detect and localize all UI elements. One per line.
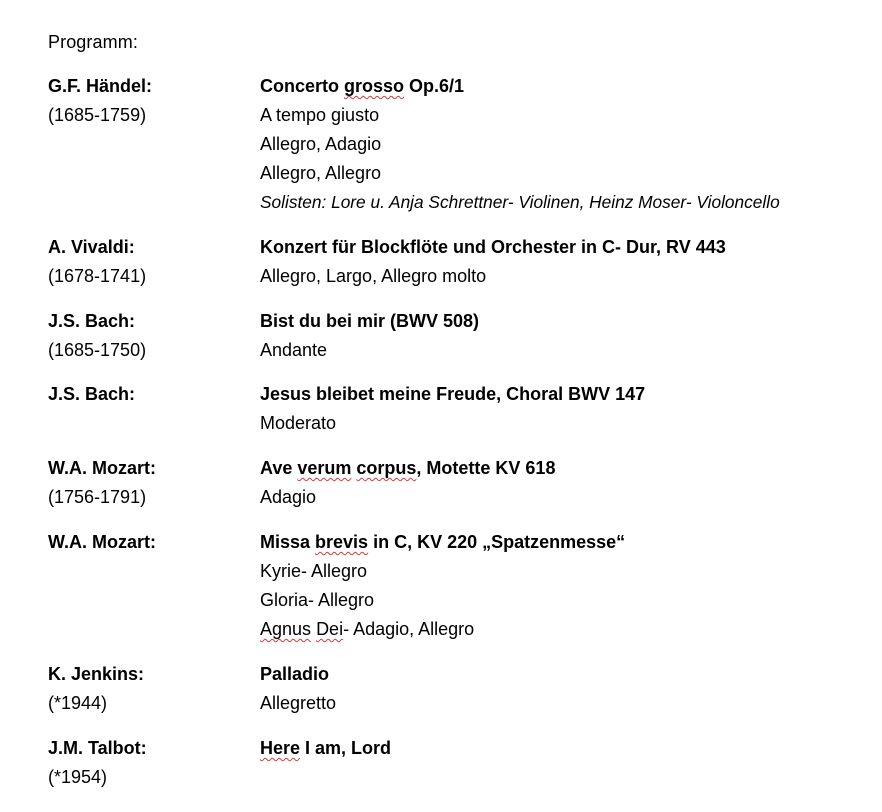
work-title: Concerto grosso Op.6/1 <box>260 76 465 96</box>
spellcheck-underline: corpus <box>356 458 417 478</box>
composer-cell <box>48 380 253 409</box>
work-title: Bist du bei mir (BWV 508) <box>260 311 480 331</box>
composer-name: J.M. Talbot: <box>48 738 147 758</box>
composer-name: A. Vivaldi: <box>48 237 135 257</box>
movement-line: Adagio <box>260 487 317 507</box>
work-title: Here I am, Lord <box>260 738 392 758</box>
composer-cell <box>48 454 253 512</box>
work-title: Missa brevis in C, KV 220 „Spatzenmesse“ <box>260 532 626 552</box>
composer-years: (*1954) <box>48 767 108 787</box>
work-cell <box>260 734 880 763</box>
movement-line: Andante <box>260 340 328 360</box>
composer-name: G.F. Händel: <box>48 76 153 96</box>
composer-years: (1685-1750) <box>48 340 147 360</box>
movement-line: Allegro, Allegro <box>260 163 382 183</box>
soloists-line: Solisten: Lore u. Anja Schrettner- Violinen, Heinz Moser- Violoncello <box>260 192 780 212</box>
work-cell <box>260 454 880 512</box>
work-title: Palladio <box>260 664 330 684</box>
spellcheck-underline: Here <box>260 738 301 758</box>
movement-line: Agnus Dei- Adagio, Allegro <box>260 619 475 639</box>
composer-years: (1685-1759) <box>48 105 147 125</box>
work-title: Konzert für Blockflöte und Orchester in C- Dur, RV 443 <box>260 237 726 257</box>
movement-line: Allegretto <box>260 693 337 713</box>
work-cell <box>260 233 880 291</box>
spellcheck-underline: brevis <box>315 532 369 552</box>
work-cell <box>260 380 880 438</box>
movement-line: Allegro, Adagio <box>260 134 382 154</box>
work-cell <box>260 307 880 365</box>
spellcheck-underline: Dei <box>316 619 344 639</box>
composer-name: W.A. Mozart: <box>48 458 156 478</box>
spellcheck-underline: verum <box>297 458 352 478</box>
composer-years: (1678-1741) <box>48 266 147 286</box>
composer-cell <box>48 528 253 557</box>
composer-cell <box>48 660 253 718</box>
work-cell <box>260 72 880 217</box>
composer-cell <box>48 233 253 291</box>
work-cell <box>260 528 880 644</box>
page-heading: Programm: <box>48 32 138 52</box>
composer-name: J.S. Bach: <box>48 384 136 404</box>
composer-name: W.A. Mozart: <box>48 532 156 552</box>
composer-years: (1756-1791) <box>48 487 147 507</box>
spellcheck-underline: Agnus <box>260 619 312 639</box>
work-cell <box>260 660 880 718</box>
movement-line: Moderato <box>260 413 337 433</box>
composer-name: K. Jenkins: <box>48 664 145 684</box>
composer-cell <box>48 72 253 130</box>
composer-years: (*1944) <box>48 693 108 713</box>
movement-line: Allegro, Largo, Allegro molto <box>260 266 487 286</box>
movement-line: Gloria- Allegro <box>260 590 375 610</box>
composer-cell <box>48 307 253 365</box>
composer-cell <box>48 734 253 792</box>
work-title: Jesus bleibet meine Freude, Choral BWV 147 <box>260 384 646 404</box>
spellcheck-underline: grosso <box>344 76 405 96</box>
work-title: Ave verum corpus, Motette KV 618 <box>260 458 556 478</box>
composer-name: J.S. Bach: <box>48 311 136 331</box>
movement-line: Kyrie- Allegro <box>260 561 368 581</box>
movement-line: A tempo giusto <box>260 105 380 125</box>
